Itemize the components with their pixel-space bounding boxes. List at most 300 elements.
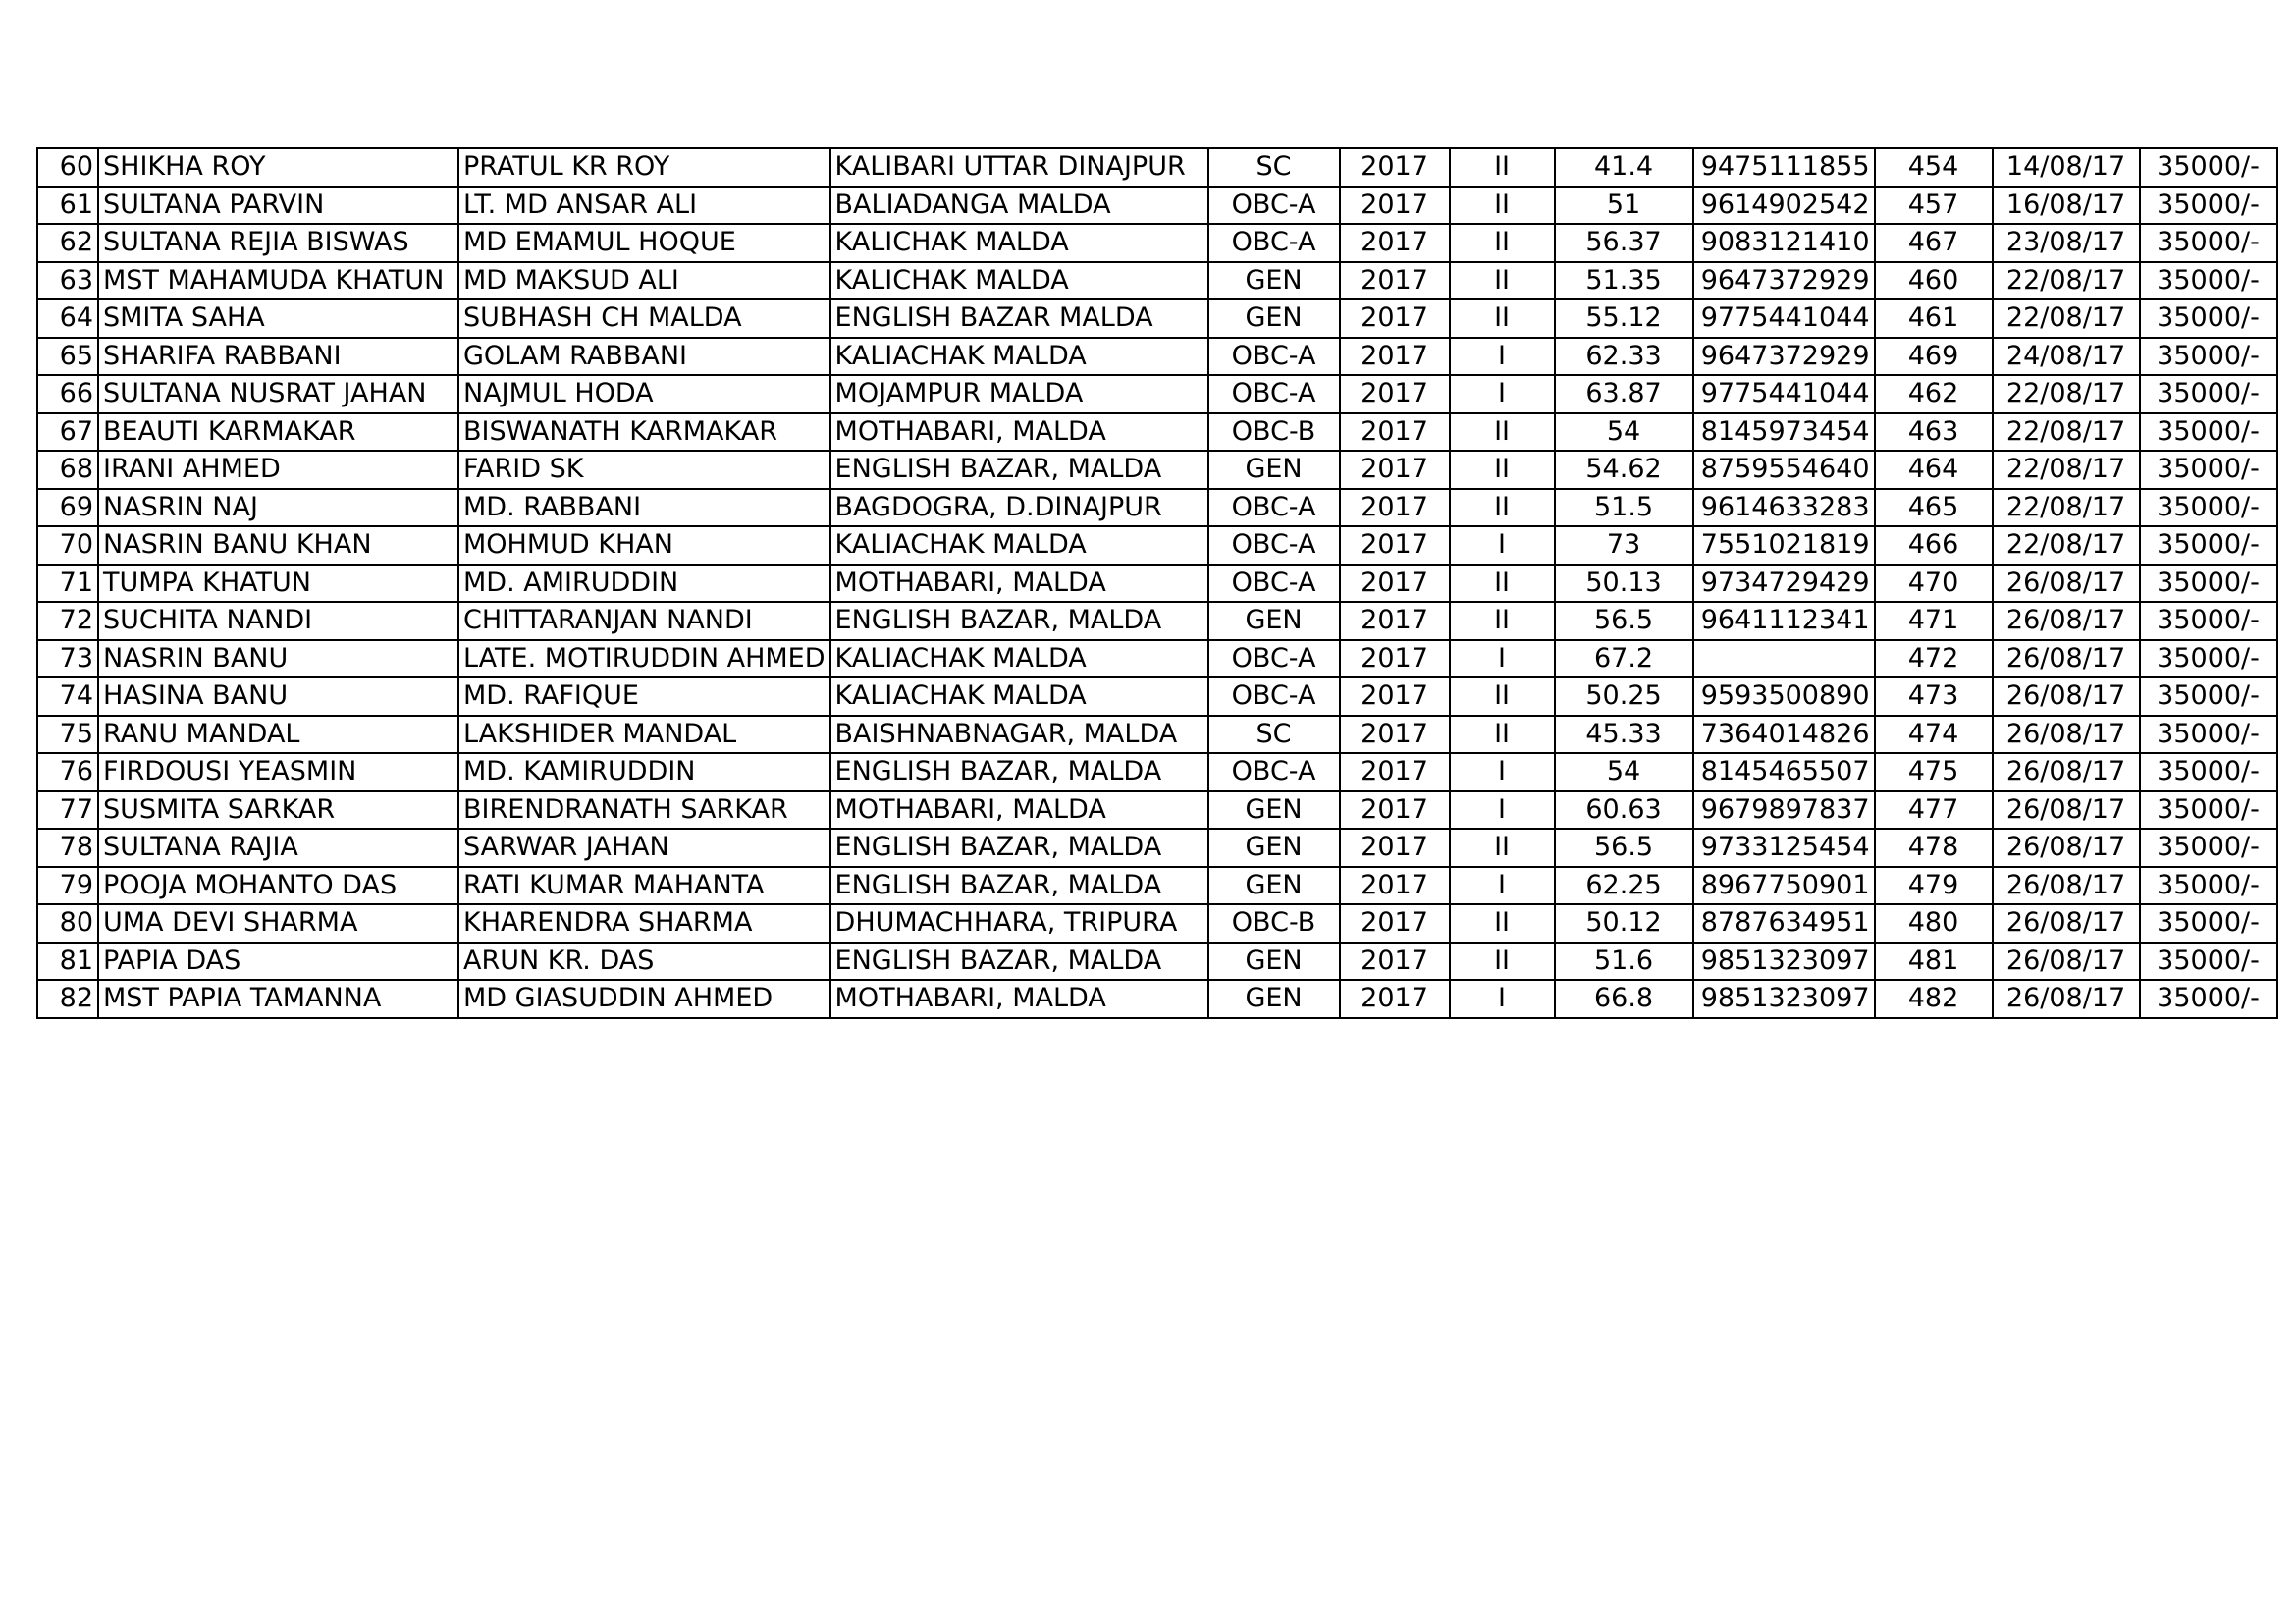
year-cell: 2017 — [1340, 791, 1450, 830]
serial-cell: 82 — [37, 980, 98, 1018]
table-row — [37, 716, 2277, 754]
serial-cell: 60 — [37, 148, 98, 187]
year-cell: 2017 — [1340, 338, 1450, 376]
table-row — [37, 526, 2277, 565]
category-cell: OBC-B — [1208, 904, 1340, 943]
percentage-cell: 56.5 — [1555, 602, 1693, 640]
division-cell: I — [1450, 867, 1555, 905]
date-cell: 16/08/17 — [1993, 187, 2140, 225]
guardian-cell: PRATUL KR ROY — [458, 148, 830, 187]
category-cell: GEN — [1208, 791, 1340, 830]
amount-cell: 35000/- — [2140, 829, 2277, 867]
date-cell: 26/08/17 — [1993, 829, 2140, 867]
records-body — [37, 148, 2277, 1018]
table-row — [37, 791, 2277, 830]
table-row — [37, 980, 2277, 1018]
date-cell: 22/08/17 — [1993, 299, 2140, 338]
category-cell: SC — [1208, 148, 1340, 187]
amount-cell: 35000/- — [2140, 148, 2277, 187]
receipt-no-cell: 457 — [1875, 187, 1993, 225]
percentage-cell: 62.25 — [1555, 867, 1693, 905]
amount-cell: 35000/- — [2140, 375, 2277, 413]
address-cell: MOTHABARI, MALDA — [830, 413, 1208, 452]
phone-cell: 9647372929 — [1693, 338, 1875, 376]
date-cell: 26/08/17 — [1993, 677, 2140, 716]
amount-cell: 35000/- — [2140, 526, 2277, 565]
address-cell: KALICHAK MALDA — [830, 262, 1208, 300]
amount-cell: 35000/- — [2140, 338, 2277, 376]
division-cell: II — [1450, 224, 1555, 262]
receipt-no-cell: 472 — [1875, 640, 1993, 678]
table-row — [37, 602, 2277, 640]
serial-cell: 63 — [37, 262, 98, 300]
receipt-no-cell: 480 — [1875, 904, 1993, 943]
address-cell: MOJAMPUR MALDA — [830, 375, 1208, 413]
serial-cell: 77 — [37, 791, 98, 830]
amount-cell: 35000/- — [2140, 867, 2277, 905]
serial-cell: 62 — [37, 224, 98, 262]
year-cell: 2017 — [1340, 753, 1450, 791]
date-cell: 26/08/17 — [1993, 716, 2140, 754]
date-cell: 22/08/17 — [1993, 375, 2140, 413]
address-cell: ENGLISH BAZAR, MALDA — [830, 943, 1208, 981]
amount-cell: 35000/- — [2140, 413, 2277, 452]
guardian-cell: MD. RABBANI — [458, 489, 830, 527]
year-cell: 2017 — [1340, 148, 1450, 187]
receipt-no-cell: 481 — [1875, 943, 1993, 981]
percentage-cell: 41.4 — [1555, 148, 1693, 187]
name-cell: POOJA MOHANTO DAS — [98, 867, 458, 905]
receipt-no-cell: 460 — [1875, 262, 1993, 300]
category-cell: OBC-A — [1208, 338, 1340, 376]
division-cell: I — [1450, 640, 1555, 678]
phone-cell: 9775441044 — [1693, 299, 1875, 338]
name-cell: SULTANA NUSRAT JAHAN — [98, 375, 458, 413]
year-cell: 2017 — [1340, 829, 1450, 867]
date-cell: 26/08/17 — [1993, 904, 2140, 943]
percentage-cell: 50.12 — [1555, 904, 1693, 943]
guardian-cell: SUBHASH CH MALDA — [458, 299, 830, 338]
guardian-cell: GOLAM RABBANI — [458, 338, 830, 376]
phone-cell: 9679897837 — [1693, 791, 1875, 830]
division-cell: II — [1450, 187, 1555, 225]
year-cell: 2017 — [1340, 677, 1450, 716]
percentage-cell: 73 — [1555, 526, 1693, 565]
guardian-cell: KHARENDRA SHARMA — [458, 904, 830, 943]
name-cell: SHIKHA ROY — [98, 148, 458, 187]
receipt-no-cell: 479 — [1875, 867, 1993, 905]
table-row — [37, 338, 2277, 376]
address-cell: KALIACHAK MALDA — [830, 338, 1208, 376]
division-cell: II — [1450, 413, 1555, 452]
address-cell: KALIBARI UTTAR DINAJPUR — [830, 148, 1208, 187]
table-row — [37, 640, 2277, 678]
percentage-cell: 66.8 — [1555, 980, 1693, 1018]
table-row — [37, 677, 2277, 716]
guardian-cell: BIRENDRANATH SARKAR — [458, 791, 830, 830]
division-cell: II — [1450, 677, 1555, 716]
receipt-no-cell: 454 — [1875, 148, 1993, 187]
serial-cell: 71 — [37, 565, 98, 603]
address-cell: ENGLISH BAZAR, MALDA — [830, 451, 1208, 489]
address-cell: ENGLISH BAZAR, MALDA — [830, 753, 1208, 791]
address-cell: KALIACHAK MALDA — [830, 677, 1208, 716]
name-cell: SUCHITA NANDI — [98, 602, 458, 640]
date-cell: 26/08/17 — [1993, 565, 2140, 603]
phone-cell: 9647372929 — [1693, 262, 1875, 300]
category-cell: SC — [1208, 716, 1340, 754]
date-cell: 22/08/17 — [1993, 451, 2140, 489]
date-cell: 24/08/17 — [1993, 338, 2140, 376]
amount-cell: 35000/- — [2140, 677, 2277, 716]
table-row — [37, 187, 2277, 225]
percentage-cell: 62.33 — [1555, 338, 1693, 376]
date-cell: 23/08/17 — [1993, 224, 2140, 262]
percentage-cell: 54 — [1555, 413, 1693, 452]
name-cell: IRANI AHMED — [98, 451, 458, 489]
division-cell: II — [1450, 565, 1555, 603]
date-cell: 26/08/17 — [1993, 753, 2140, 791]
name-cell: SULTANA REJIA BISWAS — [98, 224, 458, 262]
name-cell: RANU MANDAL — [98, 716, 458, 754]
serial-cell: 64 — [37, 299, 98, 338]
table-row — [37, 262, 2277, 300]
name-cell: SMITA SAHA — [98, 299, 458, 338]
guardian-cell: NAJMUL HODA — [458, 375, 830, 413]
name-cell: BEAUTI KARMAKAR — [98, 413, 458, 452]
date-cell: 14/08/17 — [1993, 148, 2140, 187]
category-cell: GEN — [1208, 867, 1340, 905]
percentage-cell: 45.33 — [1555, 716, 1693, 754]
guardian-cell: SARWAR JAHAN — [458, 829, 830, 867]
receipt-no-cell: 464 — [1875, 451, 1993, 489]
table-row — [37, 904, 2277, 943]
category-cell: OBC-A — [1208, 489, 1340, 527]
receipt-no-cell: 467 — [1875, 224, 1993, 262]
amount-cell: 35000/- — [2140, 791, 2277, 830]
guardian-cell: ARUN KR. DAS — [458, 943, 830, 981]
date-cell: 26/08/17 — [1993, 602, 2140, 640]
name-cell: SHARIFA RABBANI — [98, 338, 458, 376]
table-row — [37, 375, 2277, 413]
amount-cell: 35000/- — [2140, 640, 2277, 678]
name-cell: SULTANA PARVIN — [98, 187, 458, 225]
division-cell: II — [1450, 299, 1555, 338]
receipt-no-cell: 478 — [1875, 829, 1993, 867]
division-cell: II — [1450, 904, 1555, 943]
phone-cell: 8145973454 — [1693, 413, 1875, 452]
phone-cell: 8759554640 — [1693, 451, 1875, 489]
serial-cell: 74 — [37, 677, 98, 716]
category-cell: OBC-A — [1208, 565, 1340, 603]
category-cell: OBC-A — [1208, 753, 1340, 791]
year-cell: 2017 — [1340, 413, 1450, 452]
date-cell: 26/08/17 — [1993, 640, 2140, 678]
guardian-cell: CHITTARANJAN NANDI — [458, 602, 830, 640]
percentage-cell: 51.35 — [1555, 262, 1693, 300]
percentage-cell: 67.2 — [1555, 640, 1693, 678]
amount-cell: 35000/- — [2140, 299, 2277, 338]
address-cell: KALIACHAK MALDA — [830, 526, 1208, 565]
category-cell: OBC-A — [1208, 677, 1340, 716]
amount-cell: 35000/- — [2140, 224, 2277, 262]
division-cell: I — [1450, 375, 1555, 413]
serial-cell: 73 — [37, 640, 98, 678]
receipt-no-cell: 473 — [1875, 677, 1993, 716]
address-cell: MOTHABARI, MALDA — [830, 565, 1208, 603]
serial-cell: 68 — [37, 451, 98, 489]
receipt-no-cell: 461 — [1875, 299, 1993, 338]
year-cell: 2017 — [1340, 716, 1450, 754]
address-cell: KALICHAK MALDA — [830, 224, 1208, 262]
category-cell: GEN — [1208, 451, 1340, 489]
percentage-cell: 51.6 — [1555, 943, 1693, 981]
division-cell: II — [1450, 262, 1555, 300]
phone-cell: 9614633283 — [1693, 489, 1875, 527]
guardian-cell: MD EMAMUL HOQUE — [458, 224, 830, 262]
serial-cell: 80 — [37, 904, 98, 943]
address-cell: ENGLISH BAZAR, MALDA — [830, 867, 1208, 905]
percentage-cell: 50.25 — [1555, 677, 1693, 716]
date-cell: 26/08/17 — [1993, 943, 2140, 981]
name-cell: MST MAHAMUDA KHATUN — [98, 262, 458, 300]
phone-cell: 9083121410 — [1693, 224, 1875, 262]
category-cell: OBC-A — [1208, 375, 1340, 413]
division-cell: I — [1450, 338, 1555, 376]
category-cell: GEN — [1208, 602, 1340, 640]
amount-cell: 35000/- — [2140, 980, 2277, 1018]
table-row — [37, 753, 2277, 791]
phone-cell — [1693, 640, 1875, 678]
address-cell: BALIADANGA MALDA — [830, 187, 1208, 225]
address-cell: ENGLISH BAZAR, MALDA — [830, 829, 1208, 867]
phone-cell: 9733125454 — [1693, 829, 1875, 867]
amount-cell: 35000/- — [2140, 602, 2277, 640]
guardian-cell: MD. RAFIQUE — [458, 677, 830, 716]
guardian-cell: BISWANATH KARMAKAR — [458, 413, 830, 452]
division-cell: II — [1450, 148, 1555, 187]
guardian-cell: RATI KUMAR MAHANTA — [458, 867, 830, 905]
phone-cell: 9475111855 — [1693, 148, 1875, 187]
name-cell: TUMPA KHATUN — [98, 565, 458, 603]
year-cell: 2017 — [1340, 489, 1450, 527]
phone-cell: 9851323097 — [1693, 980, 1875, 1018]
receipt-no-cell: 477 — [1875, 791, 1993, 830]
date-cell: 26/08/17 — [1993, 791, 2140, 830]
guardian-cell: MD. AMIRUDDIN — [458, 565, 830, 603]
guardian-cell: MD. KAMIRUDDIN — [458, 753, 830, 791]
division-cell: II — [1450, 489, 1555, 527]
division-cell: II — [1450, 602, 1555, 640]
percentage-cell: 51.5 — [1555, 489, 1693, 527]
table-row — [37, 224, 2277, 262]
guardian-cell: LATE. MOTIRUDDIN AHMED — [458, 640, 830, 678]
phone-cell: 8787634951 — [1693, 904, 1875, 943]
table-row — [37, 413, 2277, 452]
year-cell: 2017 — [1340, 602, 1450, 640]
category-cell: OBC-A — [1208, 640, 1340, 678]
year-cell: 2017 — [1340, 565, 1450, 603]
guardian-cell: MOHMUD KHAN — [458, 526, 830, 565]
percentage-cell: 54.62 — [1555, 451, 1693, 489]
category-cell: GEN — [1208, 829, 1340, 867]
percentage-cell: 54 — [1555, 753, 1693, 791]
year-cell: 2017 — [1340, 526, 1450, 565]
receipt-no-cell: 482 — [1875, 980, 1993, 1018]
receipt-no-cell: 463 — [1875, 413, 1993, 452]
percentage-cell: 50.13 — [1555, 565, 1693, 603]
phone-cell: 8967750901 — [1693, 867, 1875, 905]
serial-cell: 75 — [37, 716, 98, 754]
name-cell: FIRDOUSI YEASMIN — [98, 753, 458, 791]
serial-cell: 72 — [37, 602, 98, 640]
amount-cell: 35000/- — [2140, 187, 2277, 225]
year-cell: 2017 — [1340, 375, 1450, 413]
amount-cell: 35000/- — [2140, 489, 2277, 527]
receipt-no-cell: 470 — [1875, 565, 1993, 603]
category-cell: GEN — [1208, 980, 1340, 1018]
division-cell: I — [1450, 980, 1555, 1018]
table-row — [37, 148, 2277, 187]
address-cell: BAGDOGRA, D.DINAJPUR — [830, 489, 1208, 527]
percentage-cell: 63.87 — [1555, 375, 1693, 413]
year-cell: 2017 — [1340, 867, 1450, 905]
percentage-cell: 56.37 — [1555, 224, 1693, 262]
amount-cell: 35000/- — [2140, 943, 2277, 981]
receipt-no-cell: 475 — [1875, 753, 1993, 791]
category-cell: GEN — [1208, 299, 1340, 338]
phone-cell: 9775441044 — [1693, 375, 1875, 413]
phone-cell: 7364014826 — [1693, 716, 1875, 754]
serial-cell: 66 — [37, 375, 98, 413]
guardian-cell: MD MAKSUD ALI — [458, 262, 830, 300]
amount-cell: 35000/- — [2140, 565, 2277, 603]
percentage-cell: 51 — [1555, 187, 1693, 225]
year-cell: 2017 — [1340, 904, 1450, 943]
address-cell: DHUMACHHARA, TRIPURA — [830, 904, 1208, 943]
name-cell: PAPIA DAS — [98, 943, 458, 981]
percentage-cell: 55.12 — [1555, 299, 1693, 338]
table-row — [37, 451, 2277, 489]
year-cell: 2017 — [1340, 187, 1450, 225]
date-cell: 22/08/17 — [1993, 262, 2140, 300]
table-row — [37, 565, 2277, 603]
table-row — [37, 867, 2277, 905]
phone-cell: 9614902542 — [1693, 187, 1875, 225]
receipt-no-cell: 466 — [1875, 526, 1993, 565]
table-row — [37, 943, 2277, 981]
year-cell: 2017 — [1340, 980, 1450, 1018]
address-cell: BAISHNABNAGAR, MALDA — [830, 716, 1208, 754]
name-cell: NASRIN BANU KHAN — [98, 526, 458, 565]
table-row — [37, 489, 2277, 527]
serial-cell: 78 — [37, 829, 98, 867]
guardian-cell: LAKSHIDER MANDAL — [458, 716, 830, 754]
table-row — [37, 829, 2277, 867]
address-cell: MOTHABARI, MALDA — [830, 791, 1208, 830]
name-cell: MST PAPIA TAMANNA — [98, 980, 458, 1018]
category-cell: GEN — [1208, 943, 1340, 981]
year-cell: 2017 — [1340, 943, 1450, 981]
percentage-cell: 56.5 — [1555, 829, 1693, 867]
year-cell: 2017 — [1340, 299, 1450, 338]
name-cell: UMA DEVI SHARMA — [98, 904, 458, 943]
name-cell: NASRIN BANU — [98, 640, 458, 678]
division-cell: I — [1450, 753, 1555, 791]
amount-cell: 35000/- — [2140, 716, 2277, 754]
date-cell: 22/08/17 — [1993, 526, 2140, 565]
date-cell: 22/08/17 — [1993, 489, 2140, 527]
amount-cell: 35000/- — [2140, 451, 2277, 489]
address-cell: ENGLISH BAZAR, MALDA — [830, 602, 1208, 640]
division-cell: II — [1450, 716, 1555, 754]
table-row — [37, 299, 2277, 338]
division-cell: II — [1450, 451, 1555, 489]
category-cell: OBC-A — [1208, 187, 1340, 225]
date-cell: 26/08/17 — [1993, 980, 2140, 1018]
division-cell: II — [1450, 943, 1555, 981]
phone-cell: 8145465507 — [1693, 753, 1875, 791]
receipt-no-cell: 471 — [1875, 602, 1993, 640]
serial-cell: 81 — [37, 943, 98, 981]
year-cell: 2017 — [1340, 262, 1450, 300]
guardian-cell: FARID SK — [458, 451, 830, 489]
guardian-cell: LT. MD ANSAR ALI — [458, 187, 830, 225]
phone-cell: 9593500890 — [1693, 677, 1875, 716]
receipt-no-cell: 469 — [1875, 338, 1993, 376]
amount-cell: 35000/- — [2140, 753, 2277, 791]
category-cell: GEN — [1208, 262, 1340, 300]
name-cell: NASRIN NAJ — [98, 489, 458, 527]
address-cell: MOTHABARI, MALDA — [830, 980, 1208, 1018]
category-cell: OBC-A — [1208, 224, 1340, 262]
amount-cell: 35000/- — [2140, 262, 2277, 300]
records-table — [36, 147, 2278, 1019]
serial-cell: 61 — [37, 187, 98, 225]
receipt-no-cell: 462 — [1875, 375, 1993, 413]
phone-cell: 9734729429 — [1693, 565, 1875, 603]
date-cell: 26/08/17 — [1993, 867, 2140, 905]
guardian-cell: MD GIASUDDIN AHMED — [458, 980, 830, 1018]
receipt-no-cell: 465 — [1875, 489, 1993, 527]
serial-cell: 79 — [37, 867, 98, 905]
category-cell: OBC-B — [1208, 413, 1340, 452]
name-cell: HASINA BANU — [98, 677, 458, 716]
serial-cell: 76 — [37, 753, 98, 791]
phone-cell: 9851323097 — [1693, 943, 1875, 981]
phone-cell: 9641112341 — [1693, 602, 1875, 640]
serial-cell: 69 — [37, 489, 98, 527]
serial-cell: 70 — [37, 526, 98, 565]
address-cell: KALIACHAK MALDA — [830, 640, 1208, 678]
division-cell: I — [1450, 791, 1555, 830]
name-cell: SUSMITA SARKAR — [98, 791, 458, 830]
division-cell: II — [1450, 829, 1555, 867]
date-cell: 22/08/17 — [1993, 413, 2140, 452]
phone-cell: 7551021819 — [1693, 526, 1875, 565]
division-cell: I — [1450, 526, 1555, 565]
amount-cell: 35000/- — [2140, 904, 2277, 943]
name-cell: SULTANA RAJIA — [98, 829, 458, 867]
year-cell: 2017 — [1340, 224, 1450, 262]
category-cell: OBC-A — [1208, 526, 1340, 565]
year-cell: 2017 — [1340, 451, 1450, 489]
address-cell: ENGLISH BAZAR MALDA — [830, 299, 1208, 338]
receipt-no-cell: 474 — [1875, 716, 1993, 754]
percentage-cell: 60.63 — [1555, 791, 1693, 830]
serial-cell: 67 — [37, 413, 98, 452]
year-cell: 2017 — [1340, 640, 1450, 678]
